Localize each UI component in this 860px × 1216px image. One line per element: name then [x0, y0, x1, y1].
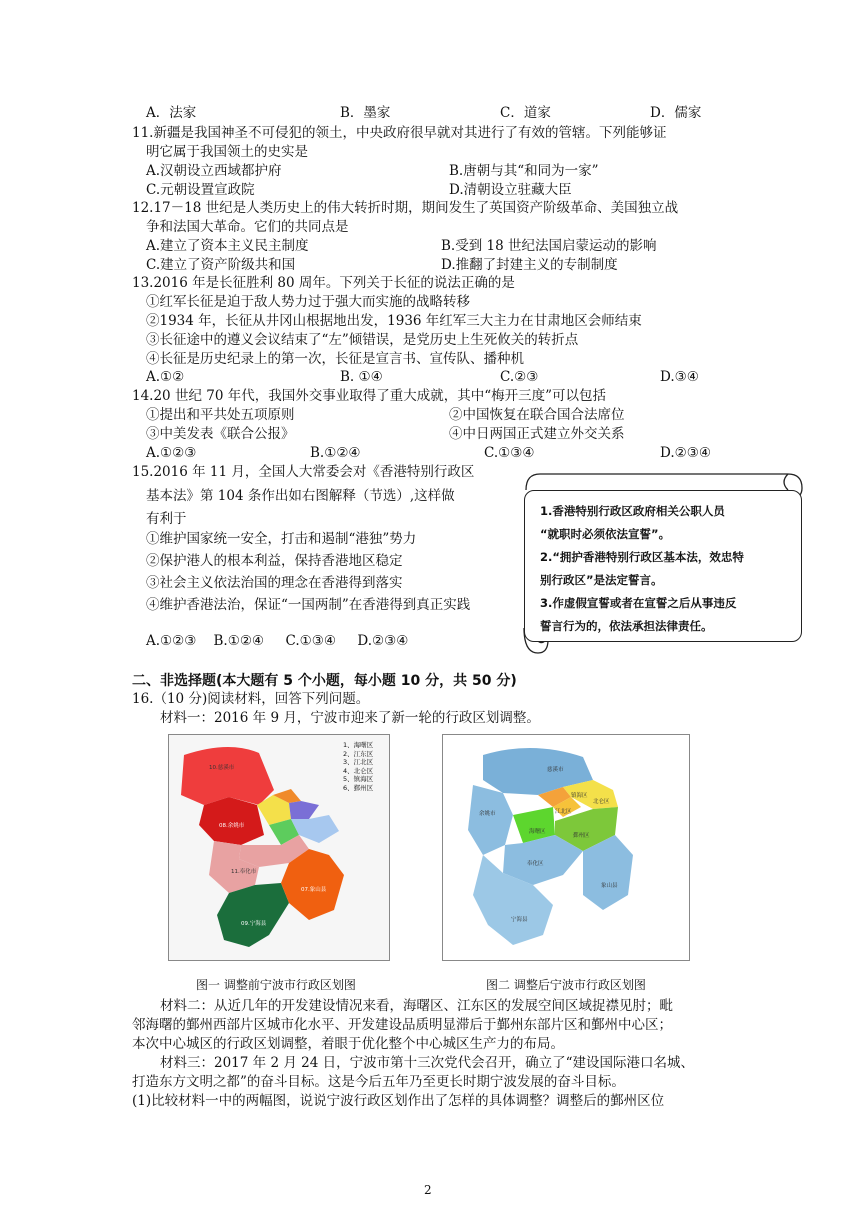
- q11-option-c: C.元朝设置宣政院: [146, 182, 255, 198]
- q16-material-2-cont2: 本次中心城区的行政区划调整，着眼于优化整个中心城区生产力的布局。: [132, 1036, 564, 1052]
- q15-statement-2: ②保护港人的根本利益，保持香港地区稳定: [146, 553, 403, 569]
- q12-option-b: B.受到 18 世纪法国启蒙运动的影响: [441, 238, 657, 254]
- q13-option-d: D.③④: [660, 369, 699, 385]
- map1-label: 07.象山县: [301, 887, 327, 893]
- map2-label: 奉化区: [527, 861, 544, 867]
- scroll-line: 誓言行为的，依法承担法律责任。: [540, 619, 713, 633]
- q12-stem-cont: 争和法国大革命。它们的共同点是: [146, 219, 349, 235]
- scroll-line: “就职时必须依法宣誓”。: [540, 527, 671, 541]
- scroll-line: 3.作虚假宣誓或者在宣誓之后从事违反: [540, 596, 737, 610]
- map1-label: 11.奉化市: [231, 869, 257, 875]
- q13-option-b: B. ①④: [340, 369, 383, 385]
- q13-option-c: C.②③: [500, 369, 539, 385]
- q14-statement-4: ④中日两国正式建立外交关系: [449, 426, 625, 442]
- q13-statement-2: ②1934 年，长征从井冈山根据地出发，1936 年红军三大主力在甘肃地区会师结束: [146, 313, 642, 329]
- scroll-line: 2.“拥护香港特别行政区基本法，效忠特: [540, 550, 744, 564]
- q16-material-3-cont: 打造东方文明之都”的奋斗目标。这是今后五年乃至更长时期宁波发展的奋斗目标。: [132, 1074, 625, 1090]
- q14-statement-3: ③中美发表《联合公报》: [146, 426, 295, 442]
- q16-material-2: 材料二：从近几年的开发建设情况来看，海曙区、江东区的发展空间区域捉襟见肘；毗: [160, 998, 673, 1014]
- q15-options: A.①②③ B.①②④ C.①③④ D.②③④: [146, 633, 409, 649]
- map1-legend: 1、海曙区 2、江东区 3、江北区 4、北仑区 5、镇海区 6、鄞州区: [343, 741, 374, 792]
- figure-2-caption: 图二 调整后宁波市行政区划图: [486, 978, 646, 992]
- q13-option-a: A.①②: [146, 369, 185, 385]
- q14-option-a: A.①②③: [146, 445, 197, 461]
- map1-label: 10.慈溪市: [209, 765, 235, 771]
- scroll-text: [540, 500, 790, 638]
- map2-label: 宁海县: [511, 917, 528, 923]
- q15-statement-3: ③社会主义依法治国的理念在香港得到落实: [146, 575, 403, 591]
- map2-label: 海曙区: [529, 829, 546, 835]
- scroll-line: 1.香港特别行政区政府相关公职人员: [540, 504, 725, 518]
- q11-option-b: B.唐朝与其“和同为一家”: [449, 163, 599, 179]
- q14-option-b: B.①②④: [310, 445, 361, 461]
- section-heading: 二、非选择题(本大题有 5 个小题，每小题 10 分，共 50 分): [132, 673, 517, 689]
- page-number: 2: [424, 1183, 432, 1197]
- q12-option-a: A.建立了资本主义民主制度: [146, 238, 309, 254]
- q11-stem-cont: 明它属于我国领土的史实是: [146, 144, 308, 160]
- q15-statement-1: ①维护国家统一安全，打击和遏制“港独”势力: [146, 531, 417, 547]
- q10-option-d: D．儒家: [650, 105, 702, 121]
- map1-label: 08.余姚市: [219, 823, 245, 829]
- map2-label: 北仑区: [593, 799, 610, 805]
- q16-question-1: (1)比较材料一中的两幅图，说说宁波行政区划作出了怎样的具体调整？调整后的鄞州区位: [132, 1093, 665, 1109]
- q16-material-1: 材料一：2016 年 9 月，宁波市迎来了新一轮的行政区划调整。: [160, 710, 540, 726]
- q14-option-c: C.①③④: [484, 445, 535, 461]
- q16-stem: 16.（10 分)阅读材料，回答下列问题。: [132, 691, 370, 707]
- q15-scroll-figure: [518, 468, 806, 658]
- map1-label: 09.宁海县: [241, 921, 267, 927]
- map2-label: 鄞州区: [573, 833, 590, 839]
- q13-statement-3: ③长征途中的遵义会议结束了“左”倾错误，是党历史上生死攸关的转折点: [146, 332, 579, 348]
- map2-label: 余姚市: [479, 811, 496, 817]
- q14-statement-1: ①提出和平共处五项原则: [146, 407, 295, 423]
- q10-option-c: C．道家: [500, 105, 551, 121]
- map-after-adjustment: [442, 734, 690, 961]
- q14-stem: 14.20 世纪 70 年代，我国外交事业取得了重大成就，其中“梅开三度”可以包括: [132, 388, 607, 404]
- q15-stem: 15.2016 年 11 月，全国人大常委会对《香港特别行政区: [132, 464, 475, 480]
- map2-label: 江北区: [555, 809, 572, 815]
- map2-label: 镇海区: [571, 793, 588, 799]
- q11-option-a: A.汉朝设立西域都护府: [146, 163, 282, 179]
- q13-statement-1: ①红军长征是迫于敌人势力过于强大而实施的战略转移: [146, 294, 470, 310]
- q15-statement-4: ④维护香港法治，保证“一国两制”在香港得到真正实践: [146, 597, 471, 613]
- q14-statement-2: ②中国恢复在联合国合法席位: [449, 407, 625, 423]
- q11-option-d: D.清朝设立驻藏大臣: [449, 182, 572, 198]
- map-before-adjustment: [168, 734, 390, 961]
- q10-option-a: A．法家: [146, 105, 197, 121]
- map2-label: 象山县: [601, 883, 618, 889]
- q12-option-d: D.推翻了封建主义的专制制度: [441, 257, 618, 273]
- q14-option-d: D.②③④: [660, 445, 711, 461]
- q12-stem: 12.17－18 世纪是人类历史上的伟大转折时期，期间发生了英国资产阶级革命、美国独立战: [132, 200, 679, 216]
- scroll-line: 别行政区”是法定誓言。: [540, 573, 663, 587]
- q15-stem-cont: 基本法》第 104 条作出如右图解释（节选）,这样做: [146, 488, 455, 504]
- q16-material-2-cont: 邻海曙的鄞州西部片区城市化水平、开发建设品质明显滞后于鄞州东部片区和鄞州中心区；: [132, 1017, 672, 1033]
- q13-statement-4: ④长征是历史纪录上的第一次，长征是宣言书、宣传队、播种机: [146, 351, 524, 367]
- figure-1-caption: 图一 调整前宁波市行政区划图: [196, 978, 356, 992]
- map2-label: 慈溪市: [547, 767, 564, 773]
- q12-option-c: C.建立了资产阶级共和国: [146, 257, 296, 273]
- q16-material-3: 材料三：2017 年 2 月 24 日，宁波市第十三次党代会召开，确立了“建设国际港口名城、: [160, 1055, 694, 1071]
- q11-stem: 11.新疆是我国神圣不可侵犯的领土，中央政府很早就对其进行了有效的管辖。下列能够证: [132, 125, 667, 141]
- q15-stem-cont2: 有利于: [146, 511, 187, 527]
- q13-stem: 13.2016 年是长征胜利 80 周年。下列关于长征的说法正确的是: [132, 275, 515, 291]
- q10-option-b: B．墨家: [340, 105, 391, 121]
